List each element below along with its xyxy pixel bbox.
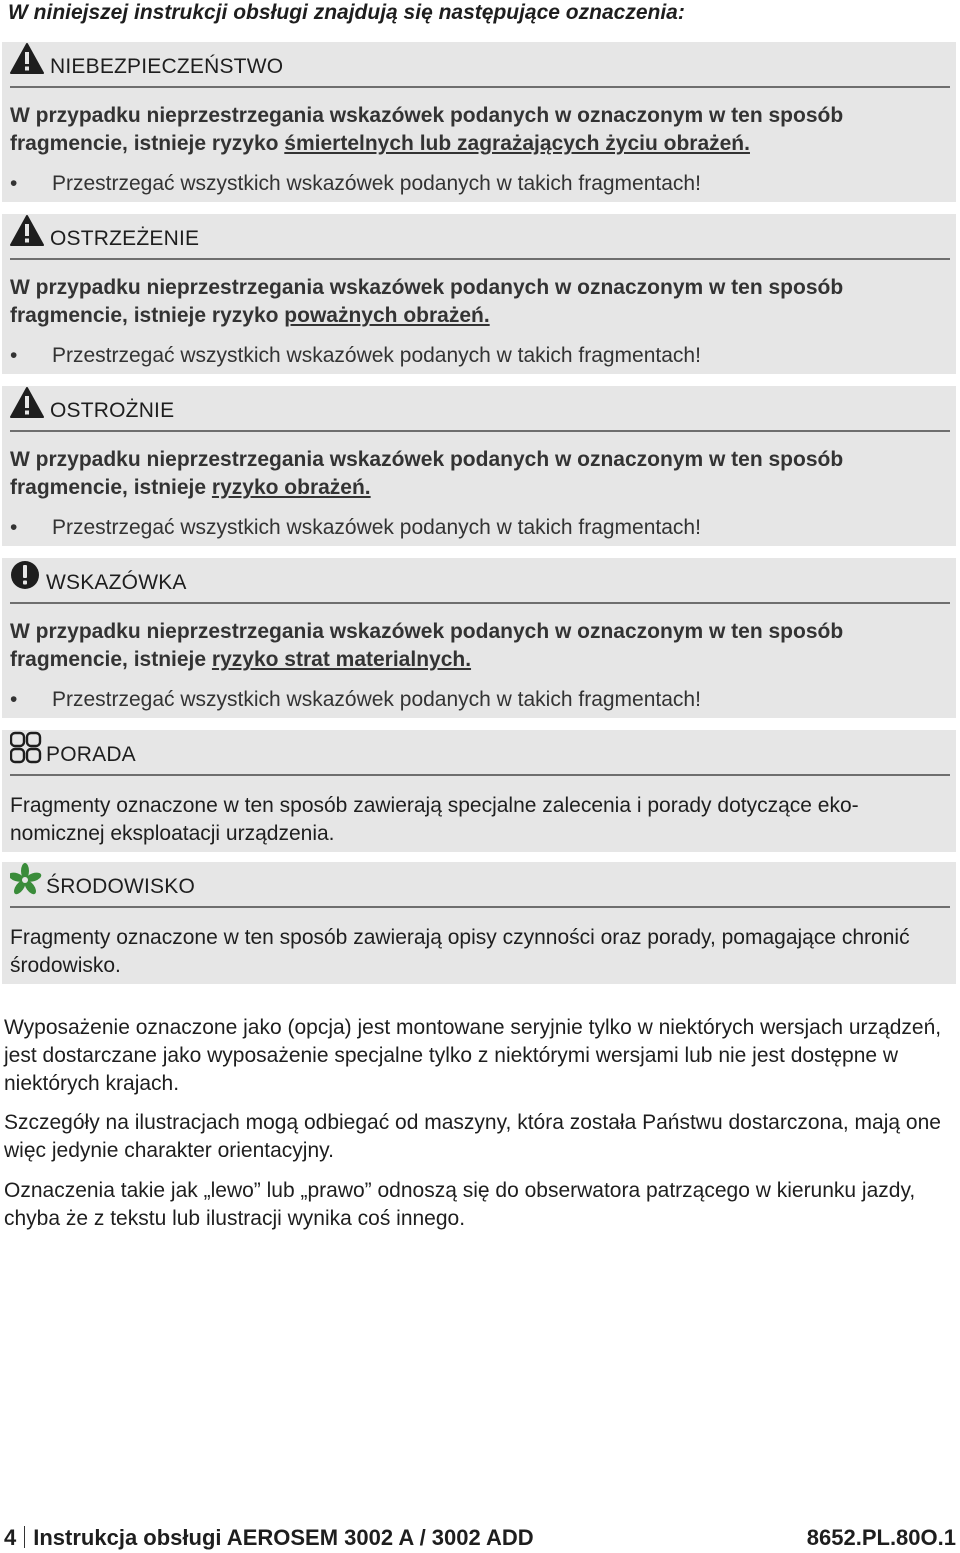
danger-text: W przypadku nieprzestrzegania wskazówek podanych w oznaczonym w ten sposób fragmencie, istnieje ryzyko śmiertelnych lub zagrażających życiu obrażeń.: [10, 104, 844, 155]
notice-text: W przypadku nieprzestrzegania wskazówek podanych w oznaczonym w ten sposób fragmencie, istnieje ryzyko strat materialnych.: [10, 620, 844, 671]
paragraph-directions: Oznaczenia takie jak „lewo” lub „prawo” odnoszą się do obserwatora patrzącego w kierunku jazdy, chyba że z tekstu lub ilustracji wynika coś innego.: [4, 1179, 916, 1230]
environment-text: Fragmenty oznaczone w ten sposób zawierają opisy czynności oraz porady, pomagające chronić środowisko.: [10, 926, 910, 977]
caution-text: W przypadku nieprzestrzegania wskazówek podanych w oznaczonym w ten sposób fragmencie, istnieje ryzyko obrażeń.: [10, 448, 844, 499]
paragraph-illustrations: Szczegóły na ilustracjach mogą odbiegać od maszyny, która została Państwu dostarczona, mają one więc jedynie charakter orientacyjny.: [4, 1111, 941, 1162]
exclamation-circle-icon: [10, 558, 44, 592]
danger-box: NIEBEZPIECZEŃSTWO W przypadku nieprzestrzegania wskazówek podanych w oznaczonym w ten sposób fragmencie, istnieje ryzyko śmiertelnych lub zagrażających życiu obrażeń. • Przestrzegać wszystkich wskazówek podanych w takich fragmentach!: [2, 42, 956, 202]
footer-separator: [24, 1526, 25, 1548]
warning-box: OSTRZEŻENIE W przypadku nieprzestrzegania wskazówek podanych w oznaczonym w ten sposób fragmencie, istnieje ryzyko poważnych obrażeń. • Przestrzegać wszystkich wskazówek podanych w takich fragmentach!: [2, 214, 956, 374]
environment-box: [2, 862, 956, 984]
environment-leaf-icon: [10, 862, 44, 896]
page-number: 4: [4, 1525, 17, 1550]
intro-heading: W niniejszej instrukcji obsługi znajdują się następujące oznaczenia:: [8, 1, 685, 24]
environment-header: [10, 862, 950, 908]
warning-text: W przypadku nieprzestrzegania wskazówek podanych w oznaczonym w ten sposób fragmencie, istnieje ryzyko poważnych obrażeń.: [10, 276, 844, 327]
warning-triangle-icon: [10, 386, 44, 420]
tip-clover-icon: [10, 730, 44, 764]
document-code: 8652.PL.80O.1: [806, 1525, 956, 1550]
notice-header: [10, 558, 950, 604]
footer-left: [4, 1524, 534, 1552]
tip-text: Fragmenty oznaczone w ten sposób zawierają specjalne zalecenia i porady dotyczące eko-nomicznej eksploatacji urządzenia.: [10, 794, 859, 845]
tip-header: [10, 730, 950, 776]
warning-triangle-icon: [10, 214, 44, 248]
document-title: Instrukcja obsługi AEROSEM 3002 A / 3002 ADD: [33, 1525, 534, 1550]
danger-title: NIEBEZPIECZEŃSTWO: [50, 55, 284, 78]
environment-title: ŚRODOWISKO: [46, 875, 196, 898]
warning-triangle-icon: [10, 42, 44, 76]
warning-header: [10, 214, 950, 260]
notice-title: WSKAZÓWKA: [46, 571, 187, 594]
tip-title: PORADA: [46, 743, 136, 766]
danger-header: [10, 42, 950, 88]
notice-box: WSKAZÓWKA W przypadku nieprzestrzegania wskazówek podanych w oznaczonym w ten sposób fragmencie, istnieje ryzyko strat materialnych. • Przestrzegać wszystkich wskazówek podanych w takich fragmentach!: [2, 558, 956, 718]
tip-box: [2, 730, 956, 852]
caution-box: OSTROŻNIE W przypadku nieprzestrzegania wskazówek podanych w oznaczonym w ten sposób fragmencie, istnieje ryzyko obrażeń. • Przestrzegać wszystkich wskazówek podanych w takich fragmentach!: [2, 386, 956, 546]
caution-header: [10, 386, 950, 432]
page-footer: [4, 1524, 956, 1552]
warning-title: OSTRZEŻENIE: [50, 227, 200, 250]
paragraph-options: Wyposażenie oznaczone jako (opcja) jest montowane seryjnie tylko w niektórych wersjach urządzeń, jest dostarczane jako wyposażenie specjalne tylko z niektórymi wersjami lub nie jest dostępne w niektórych krajach.: [4, 1016, 942, 1095]
caution-title: OSTROŻNIE: [50, 399, 175, 422]
